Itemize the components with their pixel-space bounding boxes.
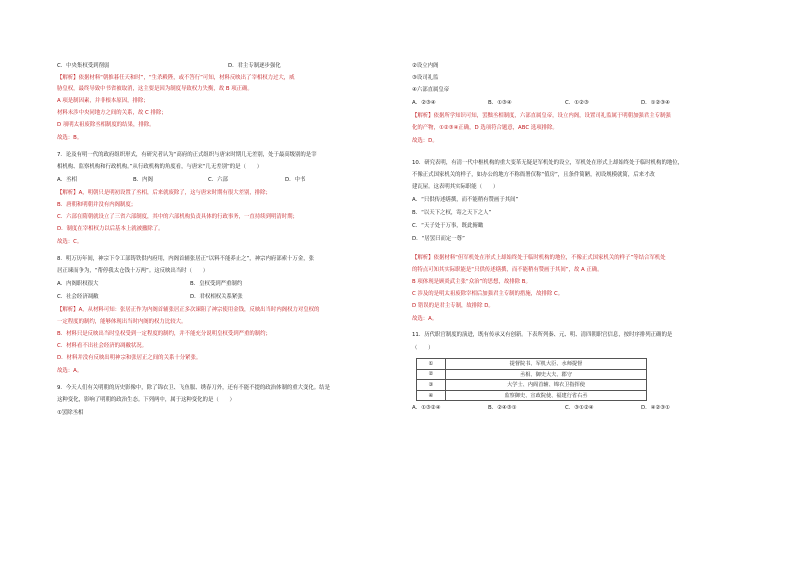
question-10-text: 10．研究表明，有清一代中枢机构的重大变革无疑是军机处的设立，军机处在形式上却始终处于临时机构的地位， <box>412 160 684 166</box>
option-text: B．内阁 <box>133 177 153 183</box>
option-text: D．①②③④ <box>641 100 670 106</box>
option-text: C．③①②④ <box>565 405 594 411</box>
option-text: ①罢除丞相 <box>57 410 84 416</box>
analysis-text: 【解析】依据材料“但军机处在形式上却始终处于临时机构的地位，不像正式国家机关的样子”等结合军机处 <box>412 255 666 261</box>
officials-table <box>416 358 647 401</box>
analysis-text: D．制度在宰相权力以后基本上就被撤除了。 <box>57 226 164 232</box>
table-cell-text: 监察御史、宣政院使、福建行省右丞 <box>446 390 647 401</box>
option-text: C．①②③ <box>565 100 589 106</box>
option-text: A．内阁职权很大 <box>57 281 99 287</box>
question-11-text: 11．历代职官制度的演进，既有传承又有创新。下表所列秦、元、明、清四朝职官信息，按时序排列正确的是 <box>412 332 673 338</box>
table-cell-text: 提督院书、军机大臣、水师提督 <box>446 359 647 370</box>
analysis-text: D 错误的是君主专制，故排除 D。 <box>412 303 494 309</box>
option-text: C．中央集权受到削弱 <box>57 63 110 69</box>
option-text: A．②③④ <box>412 100 436 106</box>
question-7-text: 相机构、监察机构和行政机构。”从行政机构的角度看，与唐宋“几无差别”的是（ ） <box>57 164 263 170</box>
analysis-text: 【解析】A，从材料可知：张居正作为内阁首辅张居正多次谏阻了神宗使用金钱，反映出当时内阁权力对皇权的 <box>57 307 320 313</box>
analysis-text: 化的产物，①②③④正确，D 选项符合题意，ABC 选项排除。 <box>412 125 558 131</box>
option-text: D．④②③① <box>641 405 670 411</box>
question-7-text: 7．论及有明一代的政府组织形式，有研究者认为“高府的正式组织与唐宋时期几无差别，处于最高级别的是宰 <box>57 152 317 158</box>
table-cell-number: ④ <box>417 390 446 401</box>
option-text: C．“天子处于万事，既此俯瞰 <box>412 223 484 229</box>
answer-text: 故选：B。 <box>57 135 83 141</box>
question-9-text: 9．今天人们有关明朝的历史影像中，除了锦衣卫、飞鱼服、绣春刀外，还有不能不提的政治体制的重大变化。结是 <box>57 385 330 391</box>
table-row <box>417 380 647 391</box>
table-row <box>417 369 647 380</box>
option-text: ④六部直属皇帝 <box>412 87 450 93</box>
table-cell-number: ② <box>417 369 446 380</box>
option-text: C．六部 <box>208 177 228 183</box>
question-9-text: 这种变化，影响了明朝的政治生态。下列两中，属于这种变化的是（ ） <box>57 397 235 403</box>
option-text: B．皇权受到严重制约 <box>190 281 243 287</box>
analysis-text: C 涉及的是明太祖废除宰相后加强君主专制的措施，故排除 C。 <box>412 291 564 297</box>
analysis-text: 的特点可知其实际职能是“只供传述缮撰，而不能稍有赞画于其间”，故 A 正确。 <box>412 267 603 273</box>
option-text: ③设司礼监 <box>412 75 439 81</box>
analysis-text: C．材料看不出社会经济的凋敝状况。 <box>57 343 148 349</box>
analysis-text: 【解析】依据材料“朝推暮任天和时”，“生杀殿陛，或不答行”可知，材料反映出了宰相权力过大，威 <box>57 75 295 81</box>
answer-text: 故选：D。 <box>412 138 438 144</box>
option-text: B．“以天下之权，寄之天下之人” <box>412 210 492 216</box>
table-cell-text: 大学士、内阁首辅、锦衣卫指挥使 <box>446 380 647 391</box>
table-cell-text: 丞相、御史大夫、郡守 <box>446 369 647 380</box>
table-cell-number: ① <box>417 359 446 370</box>
answer-text: 故选：A。 <box>57 368 83 374</box>
answer-text: 故选：A。 <box>412 316 438 322</box>
question-11-text: （ ） <box>412 345 434 351</box>
option-text: D．“居罢曰而定一尊” <box>412 236 465 242</box>
analysis-text: 【解析】依据所学知识可知，罢黜丞相制度，六部直属皇帝，设立内阁，设置司礼监属于明朝加强君主专制强 <box>412 113 671 119</box>
table-row <box>417 359 647 370</box>
option-text: A．①③②④ <box>412 405 441 411</box>
option-text: D．君权相权关系紧张 <box>190 294 243 300</box>
option-text: B．②④③① <box>488 405 517 411</box>
table-row <box>417 390 647 401</box>
analysis-text: B 项体现是顾炎武主张“众治”的思想，故排除 B。 <box>412 279 531 285</box>
analysis-text: C．六部在隋朝就设立了三省六部制度，其中的六部机构负责具体的行政事务，一直持续到明清时期； <box>57 214 298 220</box>
option-text: B．①③④ <box>488 100 512 106</box>
option-text: D．君主专制逐步强化 <box>228 63 281 69</box>
question-10-text: 建瓦屋。这表明其实际职能（ ） <box>412 184 499 190</box>
question-8-text: 居正谏而争为，“帮停我太仓钱十万两”。这反映出当时（ ） <box>57 268 209 274</box>
analysis-text: D．材料并没有反映出明神宗和张居正之间的关系十分紧张。 <box>57 355 202 361</box>
analysis-text: 材料未涉中央同地方之间的关系，故 C 排除； <box>57 110 167 116</box>
question-8-text: 8．明万历年间，神宗下令工部铸铁供内府用，内阁首辅张居正“以料不能养止之”，神宗内府部索十万金，张 <box>57 256 314 262</box>
analysis-text: A 项是制因素，并非根本原因，排除； <box>57 98 149 104</box>
option-text: D．中书 <box>285 177 306 183</box>
analysis-text: D 项明太祖废除丞相制度的结果，排除。 <box>57 122 155 128</box>
analysis-text: 【解析】A，明朝只是明初设置了丞相，后来就废除了，这与唐宋时期有很大差别，排除； <box>57 190 271 196</box>
answer-text: 故选：C。 <box>57 239 83 245</box>
option-text: A．“只供传述缮撰，而不能稍有赞画于其间” <box>412 197 519 203</box>
option-text: ②设立内阁 <box>412 63 439 69</box>
option-text: A．丞相 <box>57 177 77 183</box>
analysis-text: B．材料只是反映出当时皇权受到一定程度的制约，并不能充分说明皇权受到严重的制约； <box>57 331 271 337</box>
analysis-text: 胁皇权，最终导致中书省被取消，这主要是因为制度导致权力失衡，故 B 项正确。 <box>57 86 253 92</box>
option-text: C．社会经济凋敝 <box>57 294 99 300</box>
question-10-text: 不像正式国家机关的样子，如办公的地方不称衙署仅称“值房”，且条件简陋，初设规模就简，后来才改 <box>412 172 655 178</box>
table-cell-number: ③ <box>417 380 446 391</box>
analysis-text: B．唐朝和明朝并没有内阁制度； <box>57 202 137 208</box>
analysis-text: 一定程度的制约，能够体现出当时内阁的权力比较大。 <box>57 319 187 325</box>
